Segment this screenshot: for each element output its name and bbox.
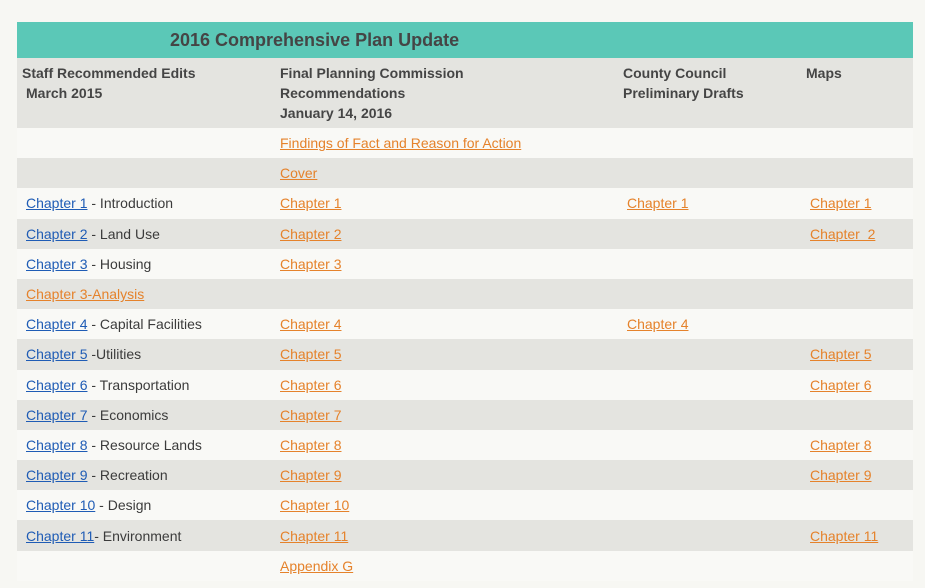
map-chapter-2-link[interactable]: Chapter 2: [810, 225, 876, 242]
staff-chapter-3-link[interactable]: Chapter 3: [26, 255, 88, 272]
page-title: 2016 Comprehensive Plan Update: [17, 22, 913, 58]
commission-appendix-g-link[interactable]: Appendix G: [280, 557, 354, 574]
staff-cell: [17, 407, 275, 423]
commission-cell: [275, 407, 618, 423]
council-header-line1: County Council: [623, 65, 727, 81]
maps-column-header: [801, 58, 913, 128]
maps-cell: [801, 467, 913, 483]
table-row: [17, 279, 913, 309]
commission-cell: [275, 256, 618, 272]
map-chapter-11-link[interactable]: Chapter 11: [810, 527, 879, 544]
staff-cell: [17, 226, 275, 242]
council-cell: [618, 195, 801, 211]
council-chapter-4-link[interactable]: Chapter 4: [627, 316, 689, 333]
commission-chapter-3-link[interactable]: Chapter 3: [280, 255, 342, 272]
commission-header-line1: Final Planning Commission: [280, 65, 464, 81]
table-row: [17, 309, 913, 339]
commission-column-header: [275, 58, 618, 128]
commission-chapter-2-link[interactable]: Chapter 2: [280, 225, 342, 242]
staff-chapter-8-title: - Resource Lands: [87, 436, 202, 453]
staff-chapter-3-title: - Housing: [87, 255, 152, 272]
map-chapter-8-link[interactable]: Chapter 8: [810, 436, 872, 453]
staff-header-line2: March 2015: [26, 85, 103, 101]
commission-chapter-7-link[interactable]: Chapter 7: [280, 406, 342, 423]
staff-cell: [17, 286, 275, 302]
commission-cell: [275, 165, 618, 181]
council-header-line2: Preliminary Drafts: [623, 85, 744, 101]
map-chapter-1-link[interactable]: Chapter 1: [810, 195, 872, 212]
commission-chapter-11-link[interactable]: Chapter 11: [280, 527, 349, 544]
commission-chapter-1-link[interactable]: Chapter 1: [280, 195, 342, 212]
staff-cell: [17, 256, 275, 272]
staff-cell: [17, 497, 275, 513]
staff-cell: [17, 195, 275, 211]
council-chapter-1-link[interactable]: Chapter 1: [627, 195, 689, 212]
table-row: [17, 188, 913, 218]
commission-cell: [275, 437, 618, 453]
staff-chapter-1-link[interactable]: Chapter 1: [26, 195, 88, 212]
maps-cell: [801, 195, 913, 211]
staff-cell: [17, 437, 275, 453]
commission-cell: [275, 135, 618, 151]
table-row: [17, 520, 913, 550]
council-cell: [618, 316, 801, 332]
commission-cell: [275, 377, 618, 393]
staff-chapter-7-title: - Economics: [87, 406, 169, 423]
staff-chapter-11-title: - Environment: [94, 527, 182, 544]
maps-cell: [801, 437, 913, 453]
table-row: [17, 249, 913, 279]
commission-chapter-5-link[interactable]: Chapter 5: [280, 346, 342, 363]
commission-chapter-6-link[interactable]: Chapter 6: [280, 376, 342, 393]
staff-chapter-7-link[interactable]: Chapter 7: [26, 406, 88, 423]
table-row: [17, 339, 913, 369]
staff-chapter-6-title: - Transportation: [87, 376, 190, 393]
staff-chapter-9-link[interactable]: Chapter 9: [26, 467, 88, 484]
maps-header-line1: Maps: [806, 65, 842, 81]
staff-chapter-3-analysis-link[interactable]: Chapter 3-Analysis: [26, 286, 145, 303]
maps-cell: [801, 377, 913, 393]
map-chapter-6-link[interactable]: Chapter 6: [810, 376, 872, 393]
table-row: [17, 430, 913, 460]
commission-chapter-9-link[interactable]: Chapter 9: [280, 467, 342, 484]
staff-cell: [17, 346, 275, 362]
table-row: [17, 490, 913, 520]
map-chapter-9-link[interactable]: Chapter 9: [810, 467, 872, 484]
map-chapter-5-link[interactable]: Chapter 5: [810, 346, 872, 363]
staff-chapter-2-link[interactable]: Chapter 2: [26, 225, 88, 242]
staff-column-header: [17, 58, 275, 128]
table-row: [17, 219, 913, 249]
commission-chapter-8-link[interactable]: Chapter 8: [280, 436, 342, 453]
commission-cell: [275, 497, 618, 513]
commission-chapter-10-link[interactable]: Chapter 10: [280, 497, 350, 514]
plan-table: [17, 22, 913, 581]
commission-cell: [275, 346, 618, 362]
commission-cell: [275, 528, 618, 544]
staff-cell: [17, 316, 275, 332]
staff-cell: [17, 467, 275, 483]
commission-cell: [275, 467, 618, 483]
table-row: [17, 551, 913, 581]
staff-cell: [17, 377, 275, 393]
maps-cell: [801, 528, 913, 544]
table-row: [17, 400, 913, 430]
commission-cover-link[interactable]: Cover: [280, 165, 318, 182]
council-column-header: [618, 58, 801, 128]
staff-chapter-2-title: - Land Use: [87, 225, 160, 242]
staff-cell: [17, 528, 275, 544]
staff-chapter-11-link[interactable]: Chapter 11: [26, 527, 95, 544]
staff-chapter-6-link[interactable]: Chapter 6: [26, 376, 88, 393]
commission-header-line3: January 14, 2016: [280, 105, 393, 121]
table-row: [17, 370, 913, 400]
table-row: [17, 460, 913, 490]
commission-cell: [275, 558, 618, 574]
table-row: [17, 128, 913, 158]
staff-chapter-4-title: - Capital Facilities: [87, 316, 202, 333]
maps-cell: [801, 346, 913, 362]
staff-chapter-8-link[interactable]: Chapter 8: [26, 436, 88, 453]
staff-chapter-10-link[interactable]: Chapter 10: [26, 497, 96, 514]
staff-chapter-5-link[interactable]: Chapter 5: [26, 346, 88, 363]
commission-findings-of-fact-link[interactable]: Findings of Fact and Reason for Action: [280, 135, 522, 152]
staff-chapter-4-link[interactable]: Chapter 4: [26, 316, 88, 333]
staff-chapter-5-title: -Utilities: [87, 346, 142, 363]
commission-chapter-4-link[interactable]: Chapter 4: [280, 316, 342, 333]
table-row: [17, 158, 913, 188]
commission-header-line2: Recommendations: [280, 85, 406, 101]
column-header-row: [17, 58, 913, 128]
commission-cell: [275, 226, 618, 242]
staff-chapter-1-title: - Introduction: [87, 195, 174, 212]
commission-cell: [275, 195, 618, 211]
staff-chapter-10-title: - Design: [95, 497, 152, 514]
staff-chapter-9-title: - Recreation: [87, 467, 168, 484]
maps-cell: [801, 226, 913, 242]
staff-header-line1: Staff Recommended Edits: [22, 65, 196, 81]
commission-cell: [275, 316, 618, 332]
